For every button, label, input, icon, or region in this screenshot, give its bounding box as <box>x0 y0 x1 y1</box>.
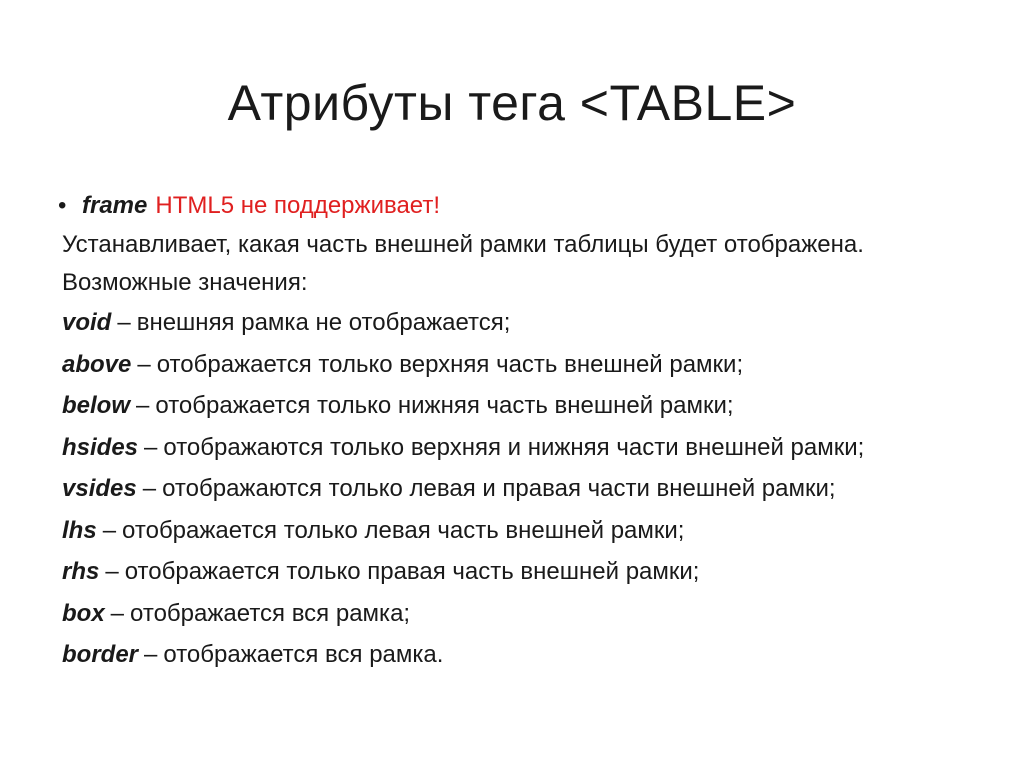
slide-title: Атрибуты тега <TABLE> <box>227 75 797 131</box>
value-dash: – <box>102 516 117 544</box>
attribute-description <box>62 226 982 302</box>
value-row-border <box>62 634 982 676</box>
attribute-bullet <box>58 186 982 226</box>
value-text: отображается вся рамка. <box>163 641 444 668</box>
value-row-below <box>62 385 982 427</box>
value-dash: – <box>105 558 119 585</box>
value-text: отображаются только левая и правая части внешней рамки; <box>162 475 836 502</box>
value-dash: – <box>137 350 151 378</box>
value-text: отображается только правая часть внешней рамки; <box>124 558 700 585</box>
value-row-rhs <box>62 551 982 593</box>
value-text: внешняя рамка не отображается; <box>136 309 511 336</box>
value-name: vsides <box>62 475 137 502</box>
value-text: отображается только нижняя часть внешней рамки; <box>155 392 734 419</box>
value-name: void <box>62 309 112 336</box>
value-name: box <box>62 599 105 627</box>
attribute-name: frame <box>82 192 148 219</box>
html5-note: HTML5 не поддерживает! <box>155 192 441 219</box>
value-row-void <box>62 302 982 344</box>
value-text: отображается только левая часть внешней рамки; <box>122 516 685 544</box>
value-dash: – <box>110 599 125 627</box>
value-text: отображаются только верхняя и нижняя части внешней рамки; <box>163 433 865 461</box>
value-name: rhs <box>62 558 100 585</box>
value-row-vsides <box>62 468 982 510</box>
value-dash: – <box>144 641 158 668</box>
description-line: Устанавливает, какая часть внешней рамки таблицы будет отображена. <box>62 231 864 258</box>
value-row-box <box>62 593 982 635</box>
bullet-icon: • <box>58 192 67 219</box>
value-dash: – <box>142 475 157 502</box>
value-name: hsides <box>62 433 139 461</box>
value-dash: – <box>136 392 150 419</box>
value-name: border <box>62 641 139 668</box>
value-name: above <box>62 350 132 378</box>
value-row-above <box>62 344 982 386</box>
value-dash: – <box>117 309 131 336</box>
value-text: отображается вся рамка; <box>130 599 411 627</box>
slide-content <box>58 186 982 676</box>
values-list <box>62 302 982 676</box>
value-row-lhs <box>62 510 982 552</box>
value-text: отображается только верхняя часть внешней рамки; <box>156 350 744 378</box>
value-dash: – <box>144 433 158 461</box>
value-name: lhs <box>62 516 97 544</box>
value-row-hsides <box>62 427 982 469</box>
description-line: Возможные значения: <box>62 269 308 296</box>
value-name: below <box>62 392 131 419</box>
